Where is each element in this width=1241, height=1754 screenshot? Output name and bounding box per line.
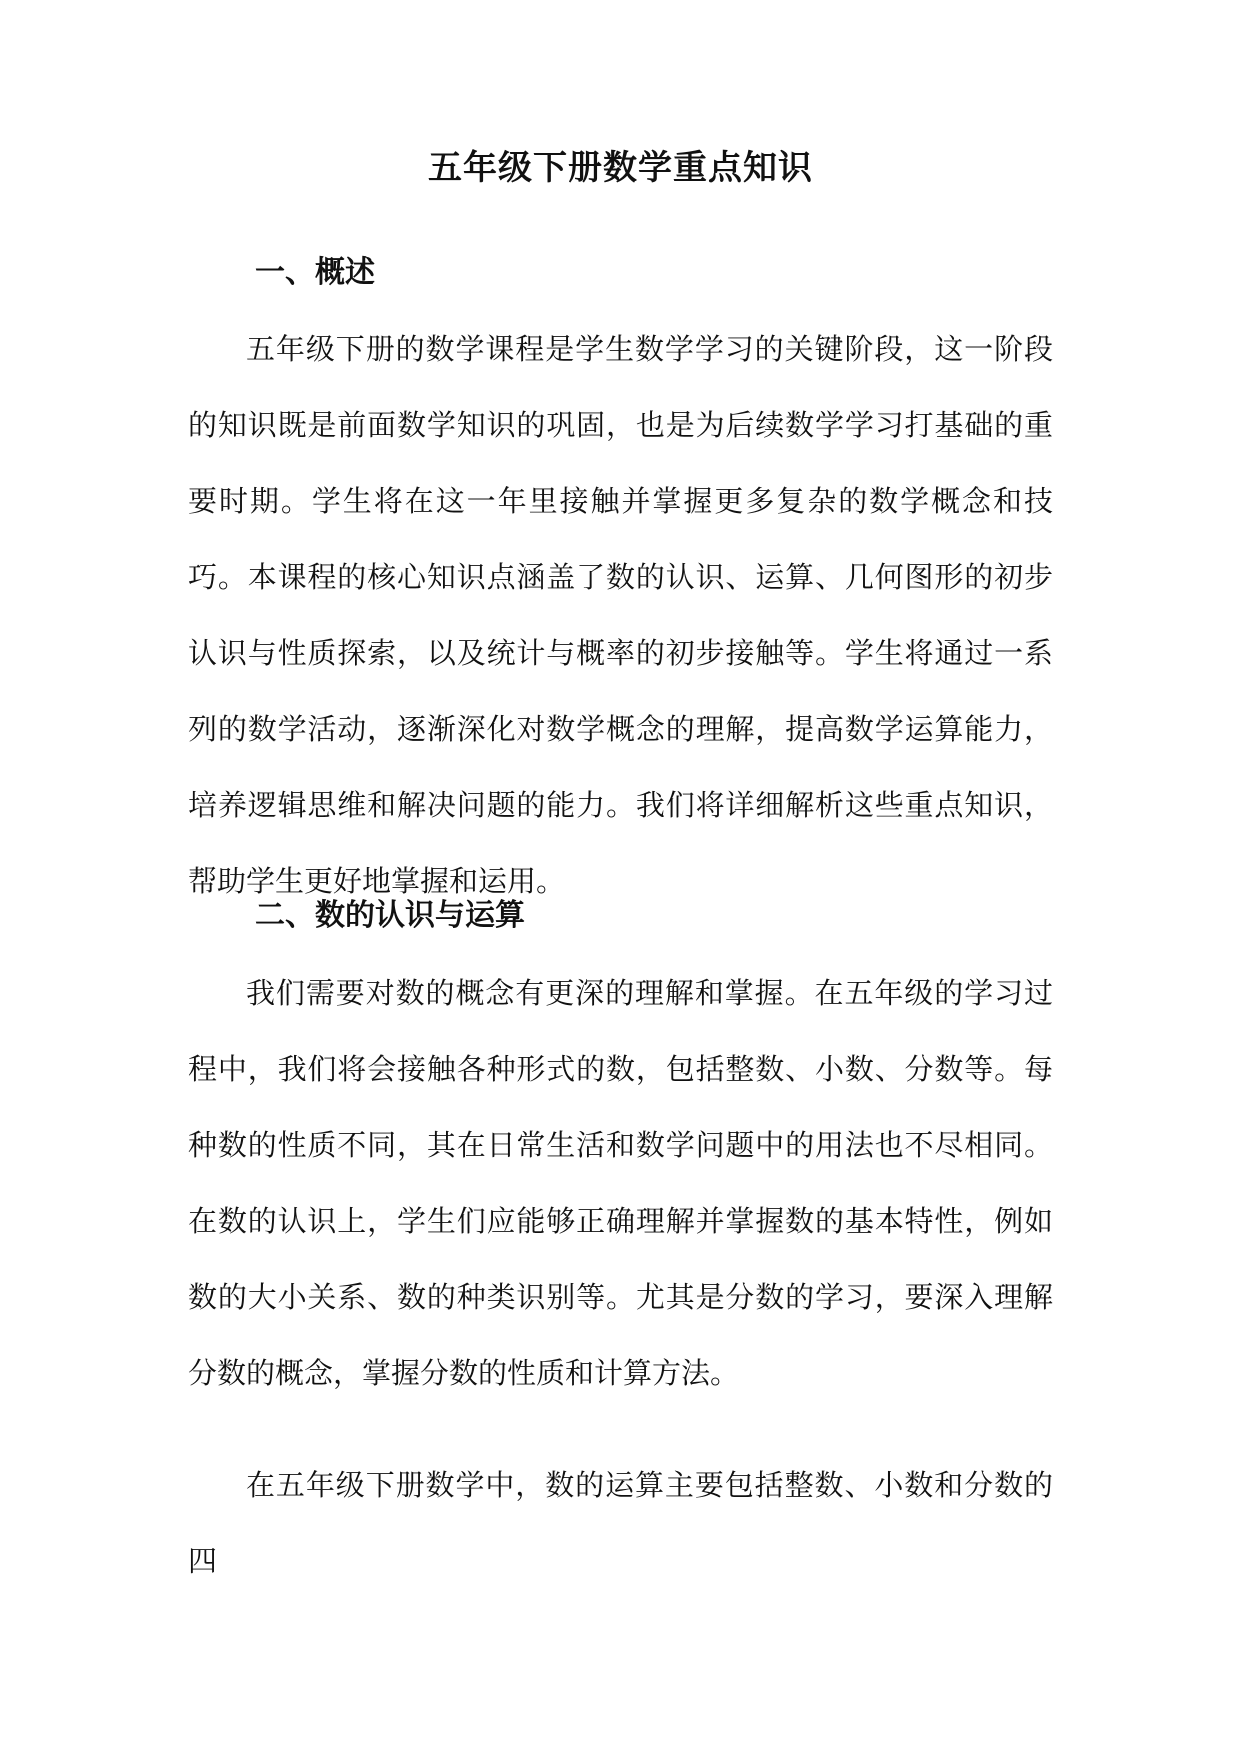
section-heading-overview: 一、概述: [255, 255, 375, 290]
section-heading-numbers-and-operations: 二、数的认识与运算: [255, 898, 525, 933]
numbers-paragraph-2: 在五年级下册数学中，数的运算主要包括整数、小数和分数的四: [188, 1468, 1053, 1578]
overview-paragraph: 五年级下册的数学课程是学生数学学习的关键阶段，这一阶段的知识既是前面数学知识的巩固，也是为后续数学学习打基础的重要时期。学生将在这一年里接触并掌握更多复杂的数学概念和技巧。本课程的核心知识点涵盖了数的认识、运算、几何图形的初步认识与性质探索，以及统计与概率的初步接触等。学生将通过一系列的数学活动，逐渐深化对数学概念的理解，提高数学运算能力，培养逻辑思维和解决问题的能力。我们将详细解析这些重点知识，帮助学生更好地掌握和运用。: [188, 332, 1053, 898]
document-title: 五年级下册数学重点知识: [428, 148, 813, 188]
numbers-paragraph-1: 我们需要对数的概念有更深的理解和掌握。在五年级的学习过程中，我们将会接触各种形式的数，包括整数、小数、分数等。每种数的性质不同，其在日常生活和数学问题中的用法也不尽相同。在数的认识上，学生们应能够正确理解并掌握数的基本特性，例如数的大小关系、数的种类识别等。尤其是分数的学习，要深入理解分数的概念，掌握分数的性质和计算方法。: [188, 976, 1053, 1390]
